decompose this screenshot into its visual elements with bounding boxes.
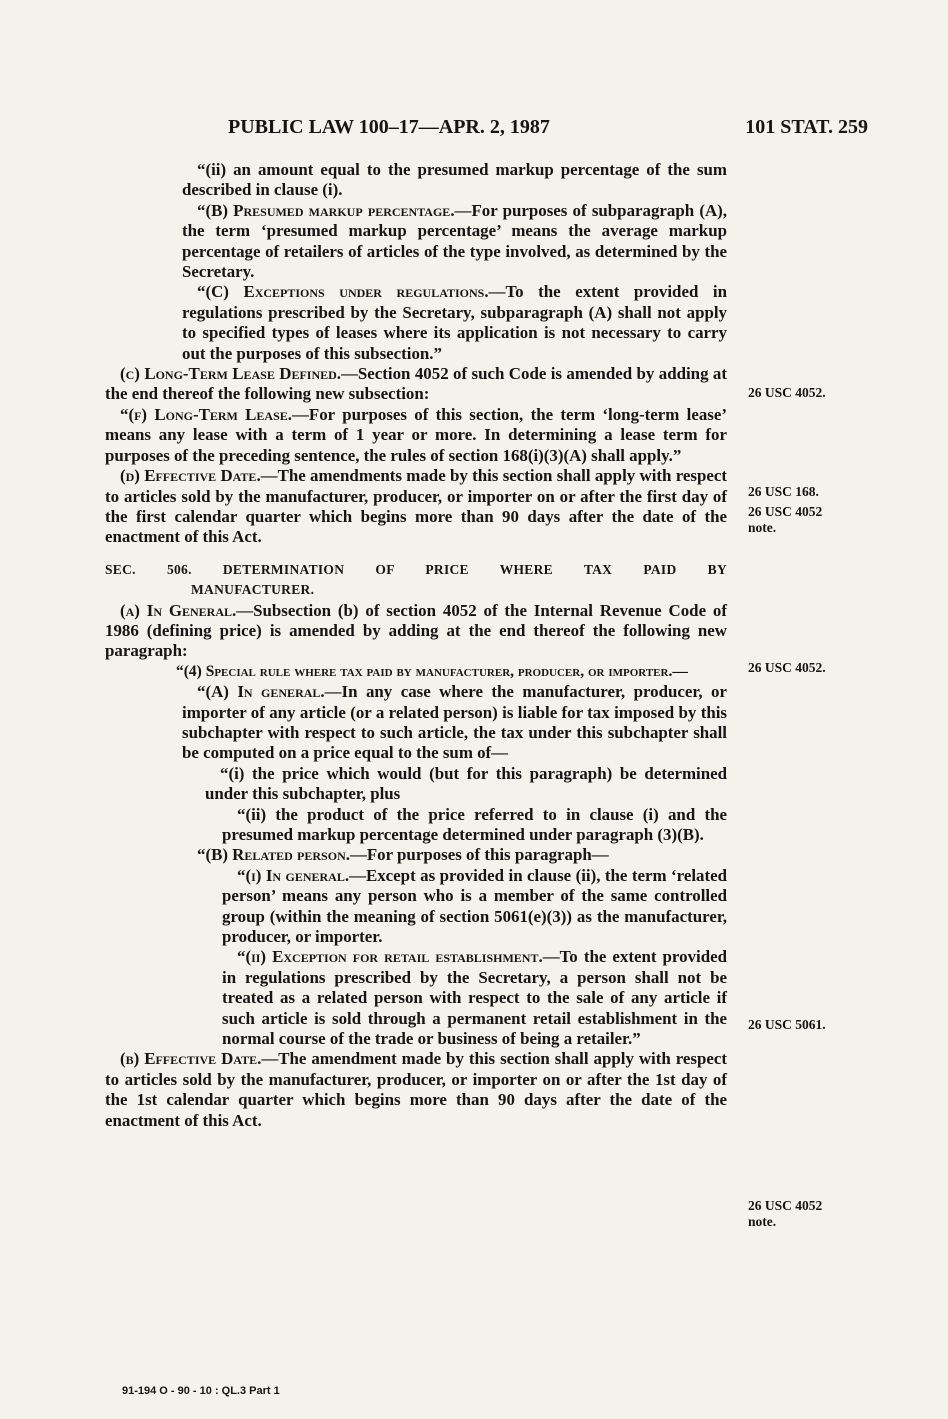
text: —Section 4052 of such Code is amended by adding at the end thereof the following new subsection: bbox=[105, 364, 728, 404]
page-header bbox=[0, 116, 948, 146]
margin-note-4052-note-b: 26 USC 4052 note. bbox=[748, 1198, 823, 1229]
subsection-b-effective-date bbox=[105, 1049, 727, 1131]
margin-note-4052-b: 26 USC 4052. bbox=[748, 660, 826, 675]
text: — bbox=[672, 662, 688, 680]
subparagraph-b-presumed-markup bbox=[105, 201, 727, 283]
subsection-a-in-general bbox=[105, 601, 727, 662]
heading: (c) Long-Term Lease Defined. bbox=[120, 364, 342, 384]
text: —For purposes of this section, the term ‘long-term lease’ means any lease with a term of 1 year or more. In determining a lease term for purposes of the preceding sentence, the rules of section 168(i)(3)(A) shall apply.” bbox=[105, 404, 727, 465]
heading: “(B) Related person. bbox=[197, 845, 350, 865]
text: —To the extent provided in regulations prescribed by the Secretary, a person shall not be treated as a related person with respect to the sale of any article if such article is sold through a permanent retail establishment in the normal course of the trade or business of being a retailer.” bbox=[222, 947, 727, 1049]
statute-page-number: 101 STAT. 259 bbox=[745, 116, 868, 138]
margin-note-4052-note: 26 USC 4052 note. bbox=[748, 504, 823, 535]
heading: (a) In General. bbox=[120, 600, 237, 620]
text: —For purposes of this paragraph— bbox=[349, 845, 609, 865]
print-job-code: 91-194 O - 90 - 10 : QL.3 Part 1 bbox=[122, 1385, 280, 1397]
clause-i-in-general bbox=[105, 866, 727, 948]
heading: “(f) Long-Term Lease. bbox=[120, 404, 293, 424]
text: —To the extent provided in regulations prescribed by the Secretary, subparagraph (A) shall not apply to specified types of leases where its application is not necessary to carry out the purposes of this subsection.” bbox=[182, 282, 727, 363]
margin-note-5061: 26 USC 5061. bbox=[748, 1017, 826, 1032]
heading: “(B) Presumed markup percentage. bbox=[197, 200, 455, 220]
margin-note-4052: 26 USC 4052. bbox=[748, 385, 826, 400]
text: —Subsection (b) of section 4052 of the Internal Revenue Code of 1986 (defining price) is amended by adding at the end thereof the following new paragraph: bbox=[105, 600, 727, 661]
clause-ii-markup: “(ii) an amount equal to the presumed markup percentage of the sum described in clause (i). bbox=[182, 160, 727, 200]
subsection-d-effective-date bbox=[105, 466, 727, 548]
clause-ii-retail-exception bbox=[105, 947, 727, 1049]
document-body bbox=[105, 160, 727, 1131]
text: —The amendments made by this section shall apply with respect to articles sold by the manufacturer, producer, or importer on or after the first day of the first calendar quarter which begins more than 90 days after the date of the enactment of this Act. bbox=[105, 466, 727, 547]
text: —Except as provided in clause (ii), the term ‘related person’ means any person who is a member of the same controlled group (within the meaning of section 5061(e)(3)) as the manufacturer, producer, or importer. bbox=[222, 865, 727, 947]
text: —For purposes of subparagraph (A), the term ‘presumed markup percentage’ means the average markup percentage of retailers of articles of the type involved, as determined by the Secretary. bbox=[182, 200, 727, 282]
heading: (d) Effective Date. bbox=[120, 466, 261, 486]
heading: “(C) Exceptions under regulations. bbox=[197, 282, 489, 302]
text: —In any case where the manufacturer, producer, or importer of any article (or a related person) is liable for tax imposed by this subchapter with respect to such article, the tax under this subchapter shall be computed on a price equal to the sum of— bbox=[182, 682, 727, 763]
section-heading-line-2: MANUFACTURER. bbox=[191, 582, 315, 598]
text: —The amendment made by this section shall apply with respect to articles sold by the manufacturer, producer, or importer on or after the 1st day of the 1st calendar quarter which begins more than 90 days after the date of the enactment of this Act. bbox=[105, 1049, 728, 1130]
subparagraph-a-in-general bbox=[105, 682, 727, 764]
paragraph-4-special-rule bbox=[105, 662, 727, 682]
section-506-heading bbox=[105, 560, 727, 601]
section-heading-line-1: SEC. 506. DETERMINATION OF PRICE WHERE TAX PAID BY bbox=[105, 561, 727, 577]
clause-ii-product: “(ii) the product of the price referred to in clause (i) and the presumed markup percentage determined under paragraph (3)(B). bbox=[222, 804, 727, 844]
heading: “(ii) Exception for retail establishment. bbox=[237, 947, 543, 967]
margin-note-168: 26 USC 168. bbox=[748, 484, 819, 499]
heading: (b) Effective Date. bbox=[120, 1049, 262, 1069]
heading: “(A) In general. bbox=[197, 682, 325, 702]
subsection-f-long-term-lease bbox=[105, 405, 727, 466]
law-title: PUBLIC LAW 100–17—APR. 2, 1987 bbox=[228, 116, 550, 138]
heading: “(i) In general. bbox=[237, 865, 350, 885]
subparagraph-c-exceptions bbox=[105, 282, 727, 364]
heading: “(4) Special rule where tax paid by manufacturer, producer, or importer. bbox=[176, 662, 673, 680]
subparagraph-b-related-person bbox=[105, 845, 727, 865]
subsection-c-long-term-lease bbox=[105, 364, 727, 405]
clause-i-price: “(i) the price which would (but for this paragraph) be determined under this subchapter, plus bbox=[205, 763, 727, 804]
